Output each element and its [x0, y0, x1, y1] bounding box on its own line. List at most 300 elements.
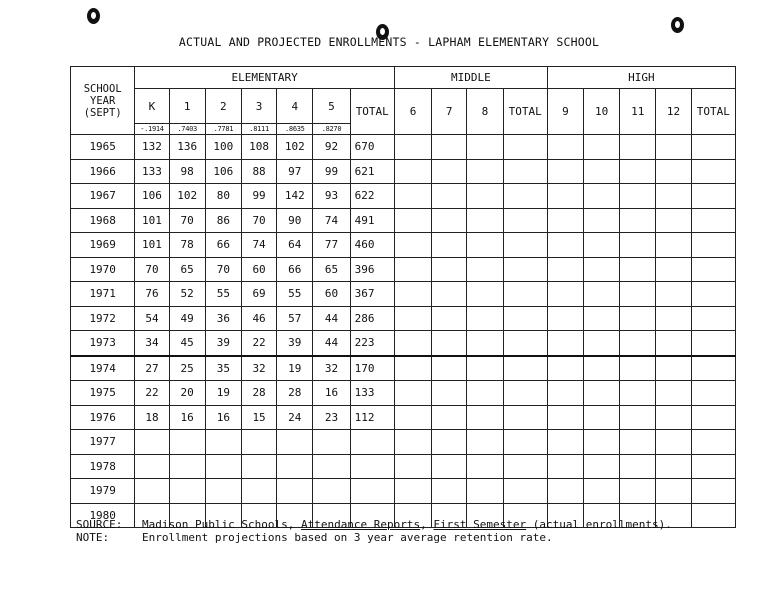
enrollment-cell: 396	[350, 257, 394, 282]
enrollment-cell	[135, 454, 169, 479]
source-ref-attendance: Attendance Reports	[300, 518, 421, 531]
enrollment-cell: 99	[241, 184, 276, 209]
enrollment-cell	[313, 430, 350, 455]
empty-cell	[394, 159, 431, 184]
empty-cell	[503, 257, 547, 282]
enrollment-cell: 70	[169, 208, 205, 233]
empty-cell	[584, 233, 620, 258]
enrollment-cell	[277, 454, 313, 479]
enrollment-cell	[205, 430, 241, 455]
empty-cell	[656, 233, 691, 258]
empty-cell	[691, 306, 735, 331]
empty-cell	[620, 184, 656, 209]
year-cell: 1976	[71, 405, 135, 430]
elementary-col-header: 2	[205, 89, 241, 124]
empty-cell	[467, 135, 503, 160]
enrollment-cell: 32	[241, 356, 276, 381]
empty-cell	[467, 184, 503, 209]
year-cell: 1972	[71, 306, 135, 331]
empty-cell	[656, 282, 691, 307]
enrollment-cell: 69	[241, 282, 276, 307]
empty-cell	[620, 479, 656, 504]
empty-cell	[656, 381, 691, 406]
empty-cell	[584, 430, 620, 455]
enrollment-cell: 49	[169, 306, 205, 331]
year-cell: 1971	[71, 282, 135, 307]
enrollment-cell: 54	[135, 306, 169, 331]
enrollment-cell: 45	[169, 331, 205, 356]
empty-cell	[503, 233, 547, 258]
empty-cell	[656, 257, 691, 282]
retention-rate: -.1914	[135, 124, 169, 135]
punch-hole-left	[87, 8, 100, 24]
empty-cell	[503, 405, 547, 430]
empty-cell	[467, 430, 503, 455]
retention-rate: .7403	[169, 124, 205, 135]
enrollment-cell	[205, 479, 241, 504]
enrollment-cell: 86	[205, 208, 241, 233]
source-text: Madison Public Schools, Attendance Reports, First Semester (actual enrollments).	[142, 518, 672, 531]
year-cell: 1975	[71, 381, 135, 406]
empty-cell	[432, 135, 467, 160]
enrollment-cell: 670	[350, 135, 394, 160]
source-label: SOURCE:	[76, 518, 123, 531]
high-col-header: TOTAL	[691, 89, 735, 135]
empty-cell	[503, 479, 547, 504]
empty-cell	[691, 282, 735, 307]
enrollment-cell: 64	[277, 233, 313, 258]
empty-cell	[394, 306, 431, 331]
enrollment-cell: 25	[169, 356, 205, 381]
empty-cell	[656, 135, 691, 160]
empty-cell	[691, 208, 735, 233]
empty-cell	[547, 306, 583, 331]
table-row	[71, 356, 736, 381]
enrollment-cell	[169, 430, 205, 455]
empty-cell	[584, 184, 620, 209]
empty-cell	[432, 405, 467, 430]
empty-cell	[691, 356, 735, 381]
empty-cell	[467, 306, 503, 331]
enrollment-cell: 60	[313, 282, 350, 307]
enrollment-cell: 70	[135, 257, 169, 282]
empty-cell	[656, 430, 691, 455]
empty-cell	[547, 356, 583, 381]
empty-cell	[584, 208, 620, 233]
enrollment-cell: 36	[205, 306, 241, 331]
enrollment-cell	[313, 454, 350, 479]
year-cell: 1967	[71, 184, 135, 209]
empty-cell	[691, 331, 735, 356]
empty-cell	[467, 257, 503, 282]
enrollment-cell	[350, 479, 394, 504]
enrollment-cell: 19	[277, 356, 313, 381]
high-col-header: 11	[620, 89, 656, 135]
empty-cell	[656, 356, 691, 381]
elementary-col-header: 1	[169, 89, 205, 124]
enrollment-cell: 65	[169, 257, 205, 282]
empty-cell	[394, 233, 431, 258]
enrollment-cell: 18	[135, 405, 169, 430]
year-column-header: SCHOOL YEAR (SEPT)	[71, 67, 135, 135]
empty-cell	[584, 381, 620, 406]
enrollment-cell: 367	[350, 282, 394, 307]
enrollment-cell: 132	[135, 135, 169, 160]
table-row	[71, 135, 736, 160]
enrollment-cell: 112	[350, 405, 394, 430]
year-cell: 1974	[71, 356, 135, 381]
year-cell: 1970	[71, 257, 135, 282]
retention-rate: .8635	[277, 124, 313, 135]
empty-cell	[467, 479, 503, 504]
empty-cell	[394, 356, 431, 381]
table-row	[71, 257, 736, 282]
empty-cell	[656, 405, 691, 430]
enrollment-cell: 100	[205, 135, 241, 160]
empty-cell	[432, 257, 467, 282]
enrollment-cell: 15	[241, 405, 276, 430]
enrollment-cell: 92	[313, 135, 350, 160]
empty-cell	[584, 479, 620, 504]
enrollment-cell: 621	[350, 159, 394, 184]
empty-cell	[394, 184, 431, 209]
enrollment-cell: 133	[135, 159, 169, 184]
empty-cell	[584, 282, 620, 307]
empty-cell	[547, 454, 583, 479]
empty-cell	[503, 208, 547, 233]
empty-cell	[691, 381, 735, 406]
enrollment-cell	[277, 430, 313, 455]
table-row	[71, 381, 736, 406]
empty-cell	[620, 430, 656, 455]
empty-cell	[394, 257, 431, 282]
enrollment-cell	[169, 479, 205, 504]
empty-cell	[503, 306, 547, 331]
table-row	[71, 306, 736, 331]
year-cell: 1969	[71, 233, 135, 258]
footnotes	[76, 518, 756, 544]
enrollment-cell: 170	[350, 356, 394, 381]
retention-rate: .8111	[241, 124, 276, 135]
empty-cell	[656, 306, 691, 331]
empty-cell	[432, 381, 467, 406]
empty-cell	[394, 479, 431, 504]
empty-cell	[503, 159, 547, 184]
empty-cell	[691, 479, 735, 504]
empty-cell	[691, 454, 735, 479]
empty-cell	[656, 208, 691, 233]
enrollment-cell: 80	[205, 184, 241, 209]
enrollment-cell	[135, 479, 169, 504]
empty-cell	[467, 405, 503, 430]
empty-cell	[620, 135, 656, 160]
enrollment-cell: 101	[135, 233, 169, 258]
enrollment-cell: 32	[313, 356, 350, 381]
enrollment-cell: 19	[205, 381, 241, 406]
empty-cell	[394, 208, 431, 233]
empty-cell	[394, 454, 431, 479]
year-cell: 1973	[71, 331, 135, 356]
enrollment-cell	[205, 454, 241, 479]
empty-cell	[432, 184, 467, 209]
enrollment-cell: 65	[313, 257, 350, 282]
enrollment-cell	[241, 430, 276, 455]
empty-cell	[691, 135, 735, 160]
elementary-col-header: 4	[277, 89, 313, 124]
enrollment-cell: 52	[169, 282, 205, 307]
year-cell: 1966	[71, 159, 135, 184]
empty-cell	[432, 356, 467, 381]
empty-cell	[394, 381, 431, 406]
enrollment-cell: 286	[350, 306, 394, 331]
empty-cell	[503, 430, 547, 455]
enrollment-cell: 77	[313, 233, 350, 258]
empty-cell	[691, 257, 735, 282]
enrollment-cell: 70	[205, 257, 241, 282]
empty-cell	[503, 356, 547, 381]
enrollment-cell: 101	[135, 208, 169, 233]
middle-col-header: 6	[394, 89, 431, 135]
note-label: NOTE:	[76, 531, 110, 544]
empty-cell	[503, 331, 547, 356]
empty-cell	[584, 331, 620, 356]
enrollment-cell	[241, 454, 276, 479]
enrollment-cell: 27	[135, 356, 169, 381]
enrollment-cell: 142	[277, 184, 313, 209]
enrollment-cell: 88	[241, 159, 276, 184]
empty-cell	[503, 184, 547, 209]
enrollment-cell: 34	[135, 331, 169, 356]
empty-cell	[547, 331, 583, 356]
enrollment-cell: 622	[350, 184, 394, 209]
empty-cell	[547, 159, 583, 184]
enrollment-cell: 66	[205, 233, 241, 258]
enrollment-cell	[241, 479, 276, 504]
empty-cell	[467, 208, 503, 233]
empty-cell	[432, 159, 467, 184]
high-col-header: 10	[584, 89, 620, 135]
empty-cell	[467, 454, 503, 479]
enrollment-cell: 99	[313, 159, 350, 184]
empty-cell	[656, 454, 691, 479]
enrollment-cell: 90	[277, 208, 313, 233]
enrollment-cell	[277, 479, 313, 504]
empty-cell	[584, 257, 620, 282]
table-row	[71, 454, 736, 479]
enrollment-cell: 136	[169, 135, 205, 160]
empty-cell	[503, 135, 547, 160]
elementary-col-header: K	[135, 89, 169, 124]
empty-cell	[547, 233, 583, 258]
table-row	[71, 233, 736, 258]
table-row	[71, 159, 736, 184]
enrollment-cell	[169, 454, 205, 479]
enrollment-cell: 223	[350, 331, 394, 356]
middle-col-header: 8	[467, 89, 503, 135]
enrollment-cell: 44	[313, 306, 350, 331]
retention-rate: .7781	[205, 124, 241, 135]
enrollment-cell: 97	[277, 159, 313, 184]
enrollment-cell: 24	[277, 405, 313, 430]
empty-cell	[691, 159, 735, 184]
table-row	[71, 282, 736, 307]
empty-cell	[467, 233, 503, 258]
enrollment-cell: 133	[350, 381, 394, 406]
empty-cell	[620, 159, 656, 184]
enrollment-cell: 28	[277, 381, 313, 406]
empty-cell	[547, 184, 583, 209]
enrollment-cell: 74	[313, 208, 350, 233]
empty-cell	[620, 405, 656, 430]
empty-cell	[547, 381, 583, 406]
enrollment-cell: 28	[241, 381, 276, 406]
empty-cell	[620, 233, 656, 258]
year-cell: 1979	[71, 479, 135, 504]
enrollment-table	[70, 66, 736, 528]
table-row	[71, 184, 736, 209]
empty-cell	[691, 405, 735, 430]
enrollment-cell: 74	[241, 233, 276, 258]
empty-cell	[394, 405, 431, 430]
elementary-col-header: 5	[313, 89, 350, 124]
enrollment-cell: 16	[169, 405, 205, 430]
empty-cell	[584, 405, 620, 430]
empty-cell	[432, 479, 467, 504]
empty-cell	[620, 208, 656, 233]
enrollment-cell: 16	[205, 405, 241, 430]
enrollment-cell	[313, 479, 350, 504]
enrollment-cell	[350, 454, 394, 479]
enrollment-cell: 93	[313, 184, 350, 209]
empty-cell	[620, 282, 656, 307]
empty-cell	[503, 381, 547, 406]
enrollment-cell: 78	[169, 233, 205, 258]
empty-cell	[467, 356, 503, 381]
empty-cell	[620, 331, 656, 356]
empty-cell	[584, 159, 620, 184]
empty-cell	[547, 430, 583, 455]
note-text: Enrollment projections based on 3 year average retention rate.	[142, 531, 553, 544]
enrollment-cell: 60	[241, 257, 276, 282]
empty-cell	[691, 430, 735, 455]
empty-cell	[656, 331, 691, 356]
year-cell: 1968	[71, 208, 135, 233]
table-row	[71, 405, 736, 430]
enrollment-cell: 57	[277, 306, 313, 331]
empty-cell	[584, 454, 620, 479]
empty-cell	[620, 257, 656, 282]
empty-cell	[467, 159, 503, 184]
empty-cell	[656, 479, 691, 504]
empty-cell	[620, 381, 656, 406]
enrollment-cell: 106	[205, 159, 241, 184]
punch-hole-right	[671, 17, 684, 33]
enrollment-cell: 102	[277, 135, 313, 160]
enrollment-cell: 102	[169, 184, 205, 209]
enrollment-cell	[135, 430, 169, 455]
year-cell: 1977	[71, 430, 135, 455]
empty-cell	[547, 405, 583, 430]
empty-cell	[620, 454, 656, 479]
enrollment-cell: 23	[313, 405, 350, 430]
empty-cell	[620, 356, 656, 381]
middle-col-header: 7	[432, 89, 467, 135]
year-cell: 1978	[71, 454, 135, 479]
empty-cell	[584, 306, 620, 331]
elementary-col-header: 3	[241, 89, 276, 124]
empty-cell	[691, 233, 735, 258]
enrollment-cell: 20	[169, 381, 205, 406]
empty-cell	[547, 208, 583, 233]
empty-cell	[620, 306, 656, 331]
empty-cell	[432, 454, 467, 479]
year-cell: 1965	[71, 135, 135, 160]
enrollment-cell: 16	[313, 381, 350, 406]
enrollment-cell: 491	[350, 208, 394, 233]
empty-cell	[584, 356, 620, 381]
page-title: ACTUAL AND PROJECTED ENROLLMENTS - LAPHAM ELEMENTARY SCHOOL	[178, 35, 600, 49]
enrollment-cell: 39	[205, 331, 241, 356]
elementary-group-header: ELEMENTARY	[135, 67, 395, 89]
enrollment-cell: 35	[205, 356, 241, 381]
table-row	[71, 208, 736, 233]
empty-cell	[467, 282, 503, 307]
empty-cell	[432, 430, 467, 455]
empty-cell	[547, 135, 583, 160]
empty-cell	[503, 282, 547, 307]
year-cell: 1980	[71, 503, 135, 528]
empty-cell	[432, 282, 467, 307]
empty-cell	[691, 184, 735, 209]
enrollment-cell: 70	[241, 208, 276, 233]
empty-cell	[432, 331, 467, 356]
empty-cell	[547, 479, 583, 504]
enrollment-cell: 39	[277, 331, 313, 356]
empty-cell	[656, 184, 691, 209]
source-ref-semester: First Semester	[433, 518, 527, 531]
retention-rate: .8270	[313, 124, 350, 135]
enrollment-cell: 98	[169, 159, 205, 184]
empty-cell	[547, 257, 583, 282]
empty-cell	[394, 430, 431, 455]
table-row	[71, 479, 736, 504]
empty-cell	[432, 208, 467, 233]
enrollment-cell: 44	[313, 331, 350, 356]
elementary-col-header: TOTAL	[350, 89, 394, 135]
empty-cell	[503, 454, 547, 479]
enrollment-cell: 76	[135, 282, 169, 307]
enrollment-cell: 22	[241, 331, 276, 356]
empty-cell	[547, 282, 583, 307]
high-col-header: 9	[547, 89, 583, 135]
enrollment-cell: 55	[205, 282, 241, 307]
empty-cell	[394, 282, 431, 307]
empty-cell	[394, 331, 431, 356]
middle-group-header: MIDDLE	[394, 67, 547, 89]
high-group-header: HIGH	[547, 67, 735, 89]
enrollment-cell: 22	[135, 381, 169, 406]
enrollment-cell: 460	[350, 233, 394, 258]
enrollment-cell: 106	[135, 184, 169, 209]
high-col-header: 12	[656, 89, 691, 135]
enrollment-cell	[350, 430, 394, 455]
table-row	[71, 331, 736, 356]
enrollment-cell: 66	[277, 257, 313, 282]
enrollment-cell: 46	[241, 306, 276, 331]
empty-cell	[584, 135, 620, 160]
empty-cell	[394, 135, 431, 160]
middle-col-header: TOTAL	[503, 89, 547, 135]
